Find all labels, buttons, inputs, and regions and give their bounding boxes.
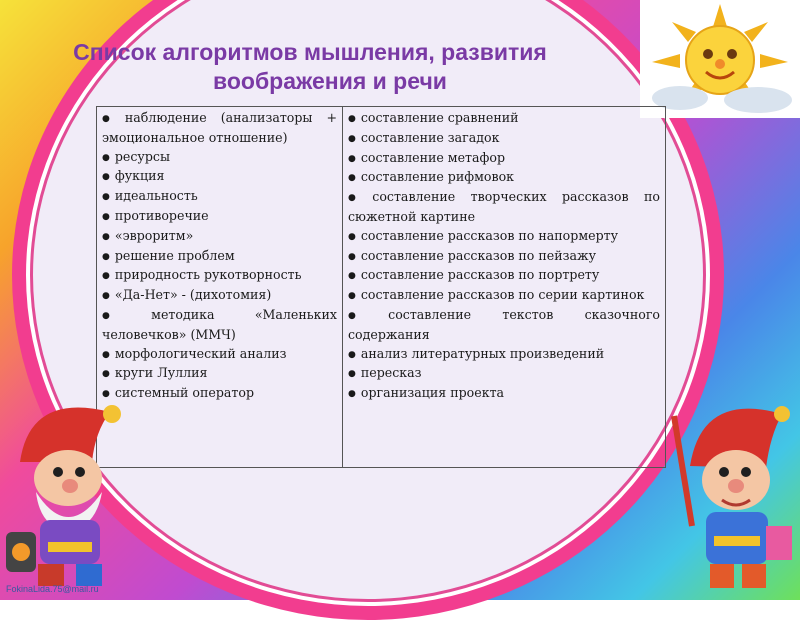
table-left-item: [102, 109, 337, 148]
bullet-icon: ●: [102, 192, 110, 203]
table-left-item: [102, 345, 337, 365]
bullet-icon: ●: [102, 369, 110, 380]
bullet-icon: ●: [102, 310, 147, 321]
bullet-icon: ●: [348, 310, 384, 321]
bullet-icon: ●: [348, 251, 356, 262]
item-text: составление рассказов по напормерту: [360, 227, 619, 243]
table-right-item: [348, 168, 660, 188]
table-right-item: [348, 129, 660, 149]
item-text: пересказ: [360, 365, 422, 381]
item-text: природность рукотворность: [114, 267, 302, 283]
item-text: круги Луллия: [114, 365, 208, 381]
item-text: морфологический анализ: [114, 345, 287, 361]
item-text: составление рифмовок: [360, 169, 515, 185]
bullet-icon: ●: [348, 133, 356, 144]
item-text: составление творческих рассказов по сюжетной картине: [348, 189, 660, 224]
bullet-icon: ●: [348, 114, 356, 124]
item-text: составление рассказов по серии картинок: [360, 287, 645, 303]
bullet-icon: ●: [348, 369, 356, 380]
item-text: наблюдение (анализаторы + эмоциональное отношение): [102, 110, 337, 145]
item-text: «эвроритм»: [114, 227, 194, 243]
table-left-item: [102, 167, 337, 187]
gnome-left-illustration: [0, 392, 150, 592]
table-right-item: [348, 247, 660, 267]
item-text: составление рассказов по пейзажу: [360, 247, 597, 263]
item-text: составление загадок: [360, 129, 500, 145]
table-left-item: [102, 227, 337, 247]
sun-icon: [640, 0, 800, 118]
table-left-item: [102, 286, 337, 306]
watermark-email: FokinaLida.75@mail.ru: [6, 584, 99, 594]
item-text: методика «Маленьких человечков» (ММЧ): [102, 306, 337, 342]
gnome-right-illustration: [662, 396, 800, 596]
bullet-icon: ●: [102, 152, 110, 163]
table-right-item: [348, 306, 660, 345]
bullet-icon: ●: [348, 173, 356, 184]
item-text: системный оператор: [114, 385, 254, 401]
bullet-icon: ●: [348, 153, 356, 164]
item-text: анализ литературных произведений: [360, 345, 605, 361]
table-right-item: [348, 109, 660, 129]
bullet-icon: ●: [348, 193, 368, 204]
item-text: организация проекта: [360, 385, 505, 401]
bullet-icon: ●: [102, 251, 110, 262]
table-left-item: [102, 364, 337, 384]
item-text: составление текстов сказочного содержания: [348, 306, 660, 342]
item-text: составление рассказов по портрету: [360, 267, 600, 283]
algorithms-table: [96, 106, 666, 468]
table-left-item: [102, 266, 337, 286]
table-right-item: [348, 227, 660, 247]
bullet-icon: ●: [102, 389, 110, 400]
table-left-item: [102, 148, 337, 168]
bullet-icon: ●: [348, 271, 356, 282]
item-text: противоречие: [114, 207, 209, 223]
table-right-item: [348, 188, 660, 227]
title-line-2: воображения и речи: [213, 68, 447, 94]
table-left-item: [102, 247, 337, 267]
bullet-icon: ●: [348, 389, 356, 400]
item-text: решение проблем: [114, 247, 235, 263]
bullet-icon: ●: [102, 291, 110, 302]
bullet-icon: ●: [102, 349, 110, 360]
table-left-item: [102, 187, 337, 207]
item-text: «Да-Нет» - (дихотомия): [114, 287, 272, 303]
item-text: фукция: [114, 168, 165, 184]
item-text: составление метафор: [360, 149, 506, 165]
table-right-item: [348, 384, 660, 404]
bullet-icon: ●: [102, 211, 110, 222]
bullet-icon: ●: [102, 271, 110, 282]
bullet-icon: ●: [348, 349, 356, 360]
page-title: [10, 38, 610, 96]
table-right-item: [348, 364, 660, 384]
table-right-item: [348, 149, 660, 169]
table-left-item: [102, 207, 337, 227]
item-text: идеальность: [114, 188, 198, 204]
bullet-icon: ●: [348, 291, 356, 302]
table-left-item: [102, 306, 337, 345]
bullet-icon: ●: [102, 114, 120, 124]
item-text: составление сравнений: [360, 110, 519, 125]
table-right-item: [348, 266, 660, 286]
table-right-item: [348, 286, 660, 306]
table-right-item: [348, 345, 660, 365]
bullet-icon: ●: [102, 172, 110, 183]
title-line-1: Список алгоритмов мышления, развития: [73, 39, 547, 65]
bullet-icon: ●: [348, 231, 356, 242]
item-text: ресурсы: [114, 148, 170, 164]
table-column-right: [343, 107, 665, 467]
bullet-icon: ●: [102, 231, 110, 242]
